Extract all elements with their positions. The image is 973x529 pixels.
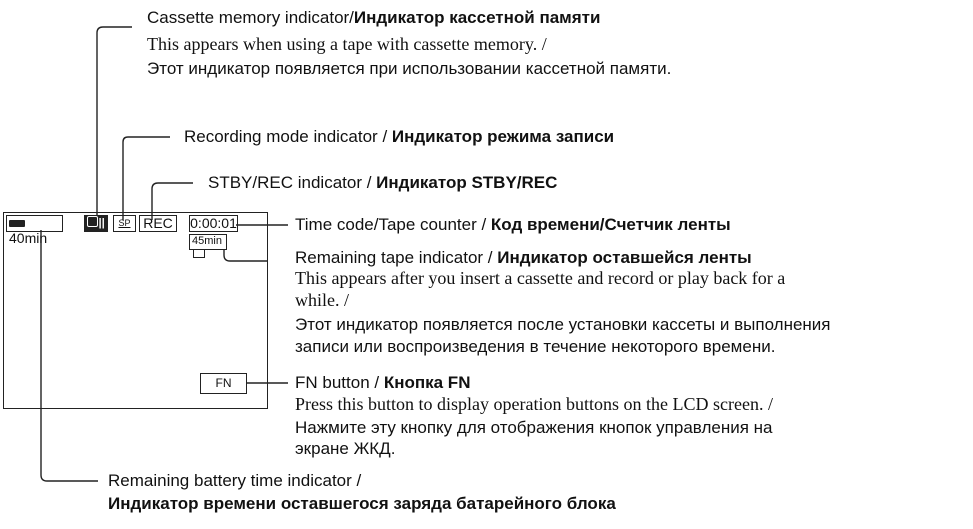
recording-mode-indicator: SP [113,215,136,232]
fn-button-desc-ru-1: Нажмите эту кнопку для отображения кнопок управления на [295,418,773,437]
time-code-indicator: 0:00:01 [190,215,237,231]
remaining-tape-heading: Remaining tape indicator / Индикатор оставшейся ленты [295,248,752,267]
cassette-memory-icon: || [84,215,108,232]
fn-button-desc-ru-2: экране ЖКД. [295,439,396,458]
cassette-memory-heading: Cassette memory indicator/Индикатор кассетной памяти [147,8,601,27]
battery-icon [9,220,25,227]
remaining-tape-desc-ru-2: записи или воспроизведения в течение некоторого времени. [295,337,776,356]
cassette-memory-desc-en: This appears when using a tape with cassette memory. / [147,34,547,54]
fn-button-desc-en: Press this button to display operation buttons on the LCD screen. / [295,394,773,414]
remaining-tape-desc-en-2: while. / [295,290,349,310]
remaining-tape-desc-en-1: This appears after you insert a cassette and record or play back for a [295,268,786,288]
remaining-tape-indicator: 45min [189,234,227,250]
battery-heading-ru: Индикатор времени оставшегося заряда батарейного блока [108,494,616,513]
tape-icon [193,249,205,258]
remaining-tape-desc-ru-1: Этот индикатор появляется после установки кассеты и выполнения [295,315,831,334]
stby-rec-indicator: REC [139,215,177,232]
fn-button-heading: FN button / Кнопка FN [295,373,471,392]
stby-rec-heading: STBY/REC indicator / Индикатор STBY/REC [208,173,558,192]
recording-mode-heading: Recording mode indicator / Индикатор режима записи [184,127,615,146]
fn-button[interactable]: FN [200,373,247,394]
battery-heading-en: Remaining battery time indicator / [108,471,362,490]
battery-indicator: 40min [6,215,63,232]
lcd-screen [3,212,268,409]
cassette-memory-desc-ru: Этот индикатор появляется при использовании кассетной памяти. [147,59,672,78]
time-code-heading: Time code/Tape counter / Код времени/Счетчик ленты [295,215,731,234]
